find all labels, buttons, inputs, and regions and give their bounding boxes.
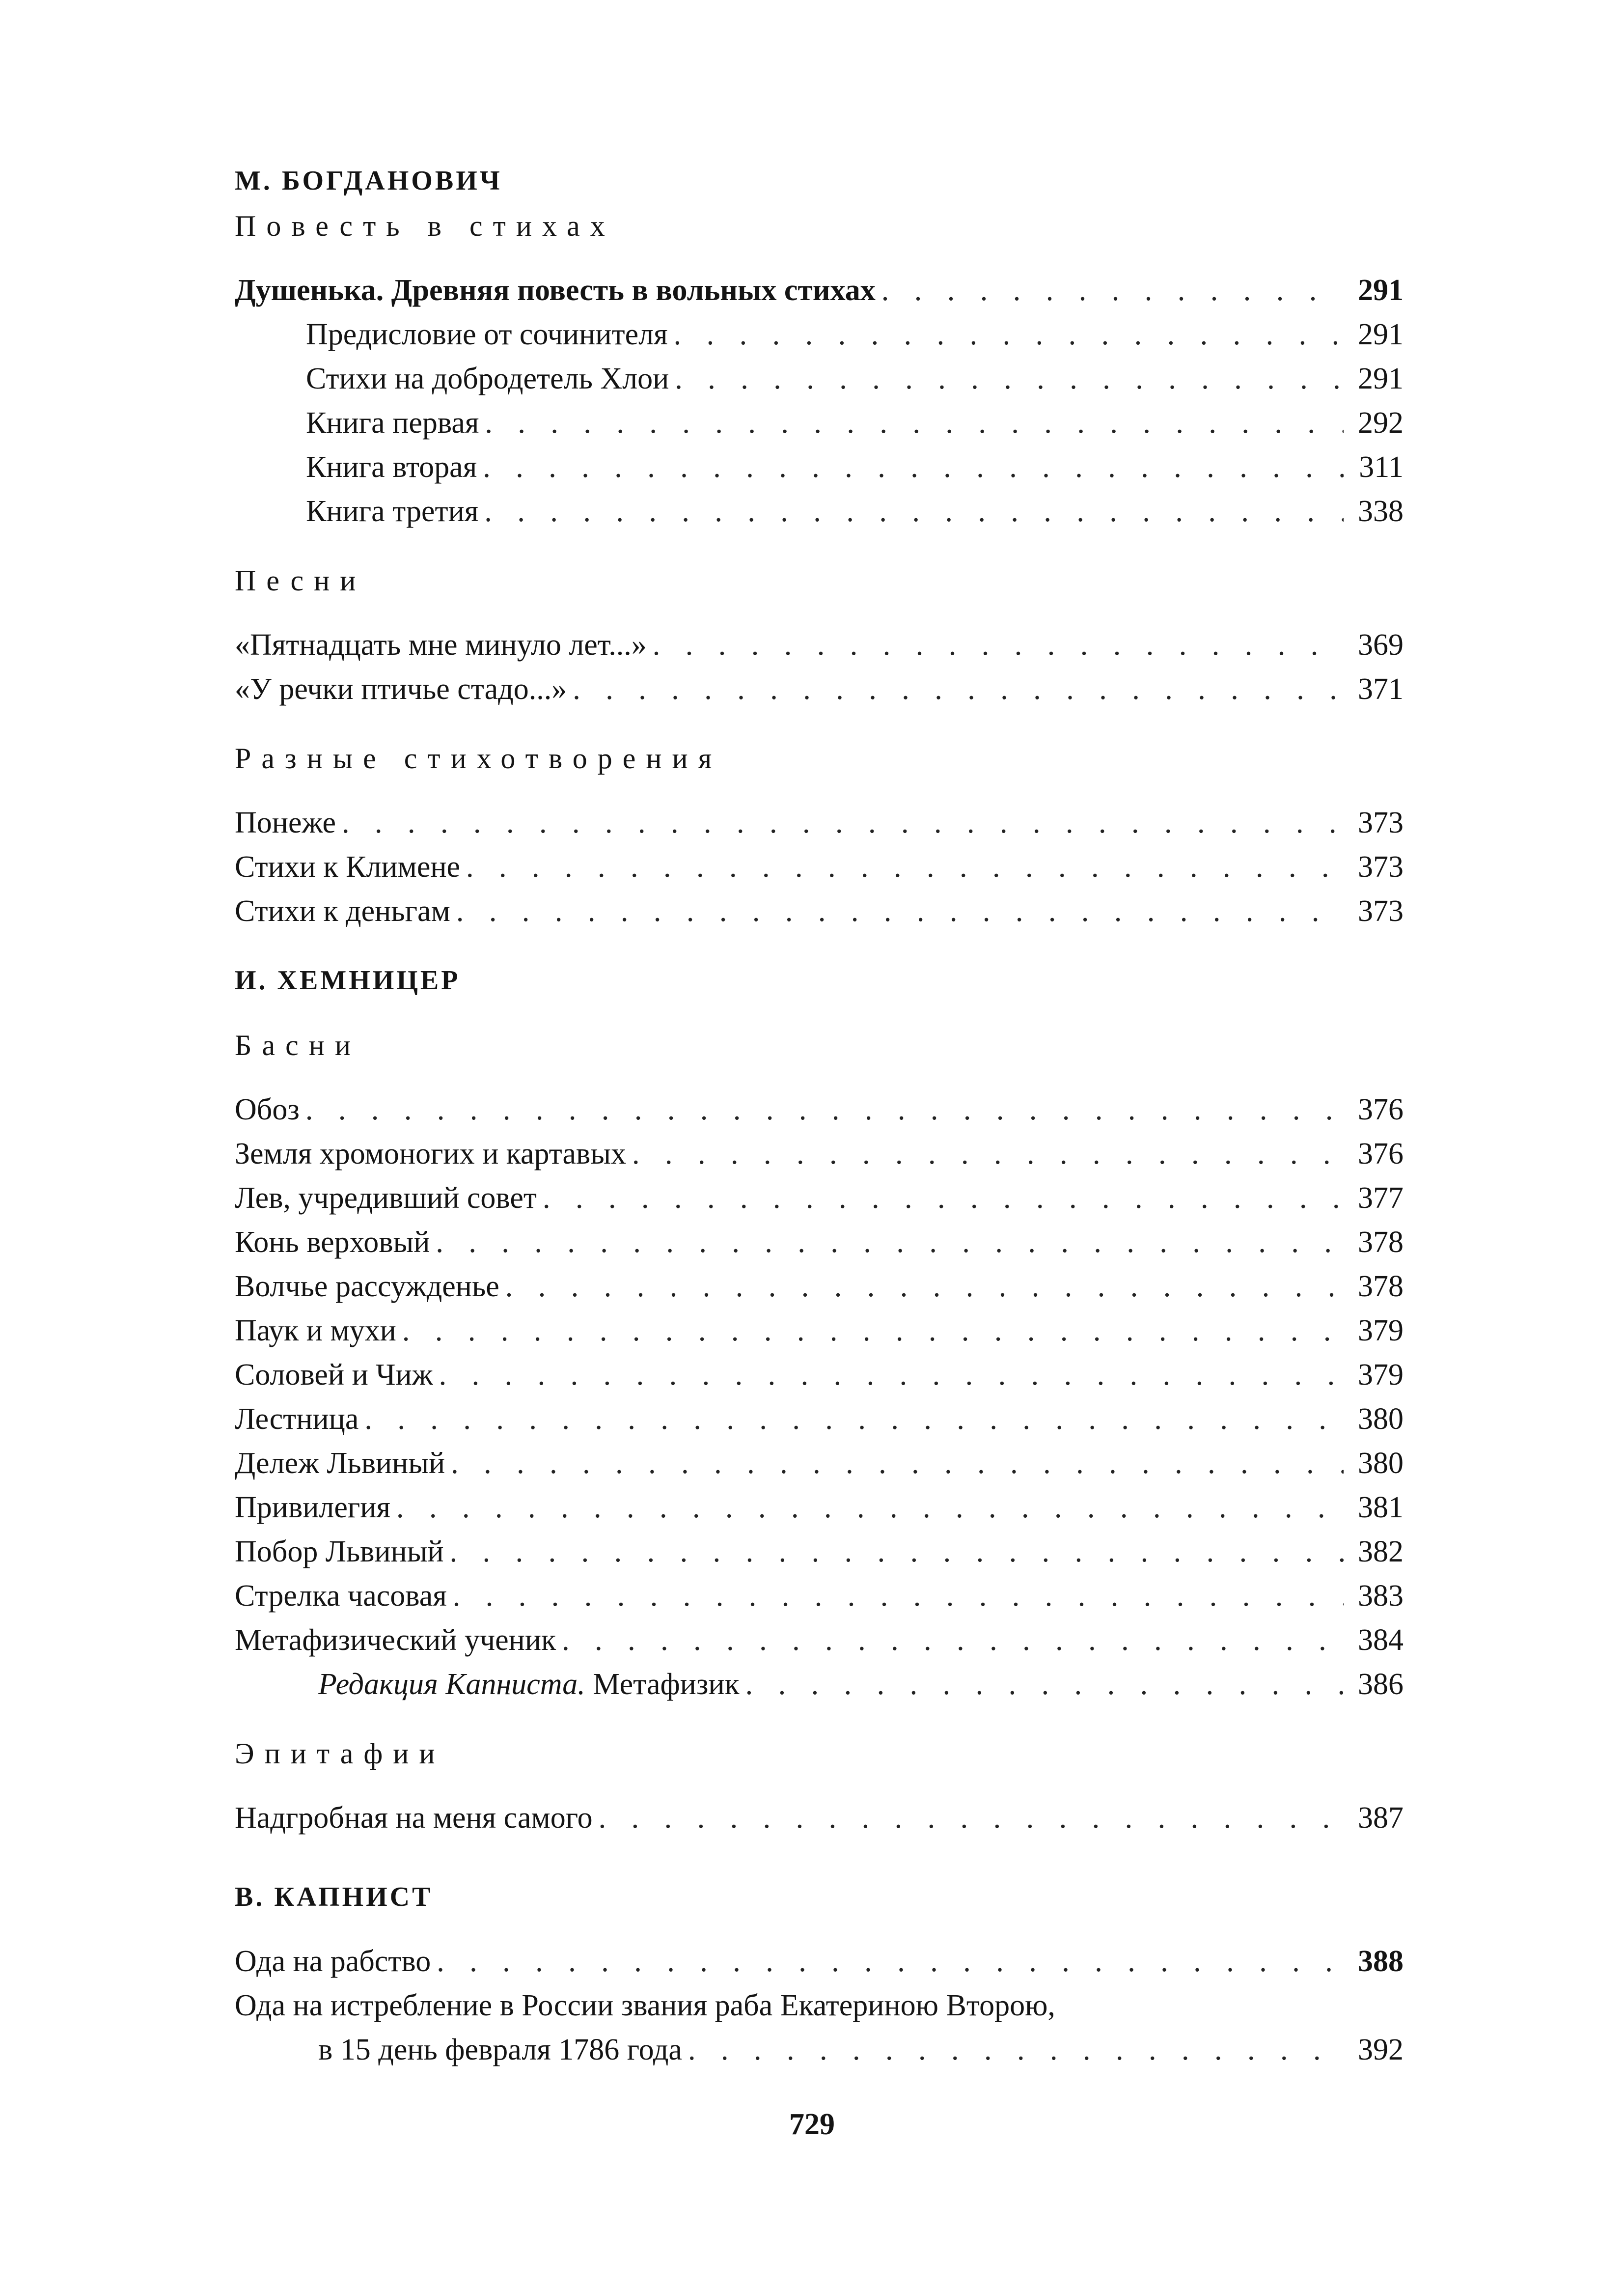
toc-entry	[235, 401, 1404, 445]
entry-page: 386	[1358, 1668, 1404, 1701]
leader-dots	[881, 268, 1344, 312]
leader-dots	[573, 667, 1344, 711]
leader-dots	[466, 845, 1344, 889]
entry-page: 291	[1358, 318, 1404, 351]
entry-title: Конь верховый	[235, 1226, 430, 1259]
entry-page: 377	[1358, 1181, 1404, 1215]
entry-title-continuation: в 15 день февраля 1786 года	[318, 2033, 682, 2066]
leader-dots	[543, 1176, 1344, 1220]
toc-entry	[235, 445, 1404, 489]
entry-title: Метафизический ученик	[235, 1623, 556, 1657]
toc-entry	[235, 1132, 1404, 1176]
entry-title: Лестница	[235, 1402, 359, 1436]
toc-entry	[235, 1176, 1404, 1220]
section-heading: Песни	[235, 564, 366, 597]
toc-entry	[235, 268, 1404, 312]
entry-title: Земля хромоногих и картавых	[235, 1137, 626, 1171]
leader-dots	[437, 1939, 1344, 1983]
entry-title: Книга вторая	[306, 450, 477, 484]
leader-dots	[402, 1309, 1344, 1353]
entry-page: 291	[1358, 362, 1404, 395]
entry-page: 371	[1358, 672, 1404, 706]
entry-title: Душенька. Древняя повесть в вольных стихах	[235, 274, 876, 307]
entry-page: 311	[1359, 450, 1404, 484]
leader-dots	[562, 1618, 1344, 1662]
leader-dots	[483, 445, 1344, 489]
leader-dots	[436, 1220, 1344, 1264]
entry-title-italic: Редакция Капниста.	[318, 1668, 585, 1701]
toc-entry	[235, 489, 1404, 533]
entry-page: 373	[1358, 894, 1404, 928]
entry-page: 379	[1358, 1358, 1404, 1392]
leader-dots	[675, 357, 1344, 401]
entry-title-text: Метафизик	[593, 1668, 740, 1701]
toc-entry	[235, 1796, 1404, 1840]
entry-title: Привилегия	[235, 1491, 390, 1524]
entry-title	[318, 1662, 740, 1706]
toc-entry	[235, 1662, 1404, 1706]
section-heading: Басни	[235, 1029, 361, 1061]
leader-dots	[484, 489, 1344, 533]
entry-page: 388	[1358, 1945, 1404, 1978]
toc-entry	[235, 1441, 1404, 1485]
entry-title: Книга первая	[306, 406, 479, 440]
entry-page: 373	[1358, 806, 1404, 839]
entry-page: 382	[1358, 1535, 1404, 1568]
entry-title: Стрелка часовая	[235, 1579, 447, 1613]
section-heading: Разные стихотворения	[235, 742, 722, 775]
entry-title: Книга третия	[306, 495, 479, 528]
entry-title: Стихи к Климене	[235, 850, 461, 884]
leader-dots	[688, 2028, 1344, 2072]
entry-page: 383	[1358, 1579, 1404, 1613]
entry-page: 387	[1358, 1801, 1404, 1835]
entry-title: «У речки птичье стадо...»	[235, 672, 567, 706]
toc-entry-continuation	[235, 2028, 1404, 2072]
entry-page: 392	[1358, 2033, 1404, 2066]
entry-title: «Пятнадцать мне минуло лет...»	[235, 628, 647, 662]
entry-title: Обоз	[235, 1093, 300, 1126]
leader-dots	[396, 1485, 1344, 1530]
toc-entry	[235, 801, 1404, 845]
entry-page: 379	[1358, 1314, 1404, 1347]
entry-page: 292	[1358, 406, 1404, 440]
toc-entry	[235, 889, 1404, 933]
entry-title: Побор Львиный	[235, 1535, 444, 1568]
leader-dots	[632, 1132, 1344, 1176]
leader-dots	[674, 312, 1344, 357]
leader-dots	[485, 401, 1344, 445]
toc-entry	[235, 1574, 1404, 1618]
toc-entry	[235, 1087, 1404, 1132]
entry-page: 384	[1358, 1623, 1404, 1657]
section-heading: Повесть в стихах	[235, 210, 615, 242]
toc-entry	[235, 1397, 1404, 1441]
entry-page: 369	[1358, 628, 1404, 662]
leader-dots	[450, 1530, 1344, 1574]
entry-title: Соловей и Чиж	[235, 1358, 433, 1392]
author-heading: В. КАПНИСТ	[235, 1882, 433, 1912]
leader-dots	[439, 1353, 1344, 1397]
entry-title: Дележ Львиный	[235, 1447, 445, 1480]
leader-dots	[453, 1574, 1344, 1618]
leader-dots	[305, 1087, 1344, 1132]
leader-dots	[599, 1796, 1344, 1840]
leader-dots	[456, 889, 1344, 933]
entry-title: Понеже	[235, 806, 336, 839]
leader-dots	[745, 1662, 1344, 1706]
entry-title: Надгробная на меня самого	[235, 1801, 593, 1835]
entry-page: 381	[1358, 1491, 1404, 1524]
table-of-contents	[235, 158, 1404, 2072]
entry-title: Волчье рассужденье	[235, 1270, 499, 1303]
entry-title: Ода на рабство	[235, 1945, 431, 1978]
entry-title: Паук и мухи	[235, 1314, 396, 1347]
entry-title: Стихи на добродетель Хлои	[306, 362, 669, 395]
entry-title: Предисловие от сочинителя	[306, 318, 668, 351]
toc-entry	[235, 1485, 1404, 1530]
toc-entry	[235, 357, 1404, 401]
entry-title: Ода на истребление в России звания раба Екатериною Второю,	[235, 1989, 1055, 2022]
entry-title: Стихи к деньгам	[235, 894, 450, 928]
page-number: 729	[789, 2108, 835, 2141]
entry-page: 376	[1358, 1137, 1404, 1171]
toc-entry	[235, 1353, 1404, 1397]
toc-entry	[235, 1309, 1404, 1353]
toc-entry	[235, 1530, 1404, 1574]
entry-title: Лев, учредивший совет	[235, 1181, 537, 1215]
entry-page: 373	[1358, 850, 1404, 884]
entry-page: 378	[1358, 1226, 1404, 1259]
entry-page: 378	[1358, 1270, 1404, 1303]
entry-page: 380	[1358, 1447, 1404, 1480]
toc-entry	[235, 623, 1404, 667]
leader-dots	[505, 1264, 1344, 1309]
author-heading: И. ХЕМНИЦЕР	[235, 965, 461, 996]
leader-dots	[342, 801, 1344, 845]
toc-entry	[235, 1264, 1404, 1309]
toc-entry	[235, 1939, 1404, 1983]
toc-entry	[235, 312, 1404, 357]
leader-dots	[364, 1397, 1344, 1441]
toc-entry	[235, 1618, 1404, 1662]
entry-page: 380	[1358, 1402, 1404, 1436]
toc-entry	[235, 845, 1404, 889]
section-heading: Эпитафии	[235, 1737, 445, 1770]
leader-dots	[451, 1441, 1344, 1485]
entry-page: 338	[1358, 495, 1404, 528]
toc-entry	[235, 667, 1404, 711]
leader-dots	[653, 623, 1344, 667]
entry-page: 376	[1358, 1093, 1404, 1126]
toc-entry	[235, 1220, 1404, 1264]
entry-page: 291	[1358, 274, 1404, 307]
author-heading: М. БОГДАНОВИЧ	[235, 166, 502, 196]
